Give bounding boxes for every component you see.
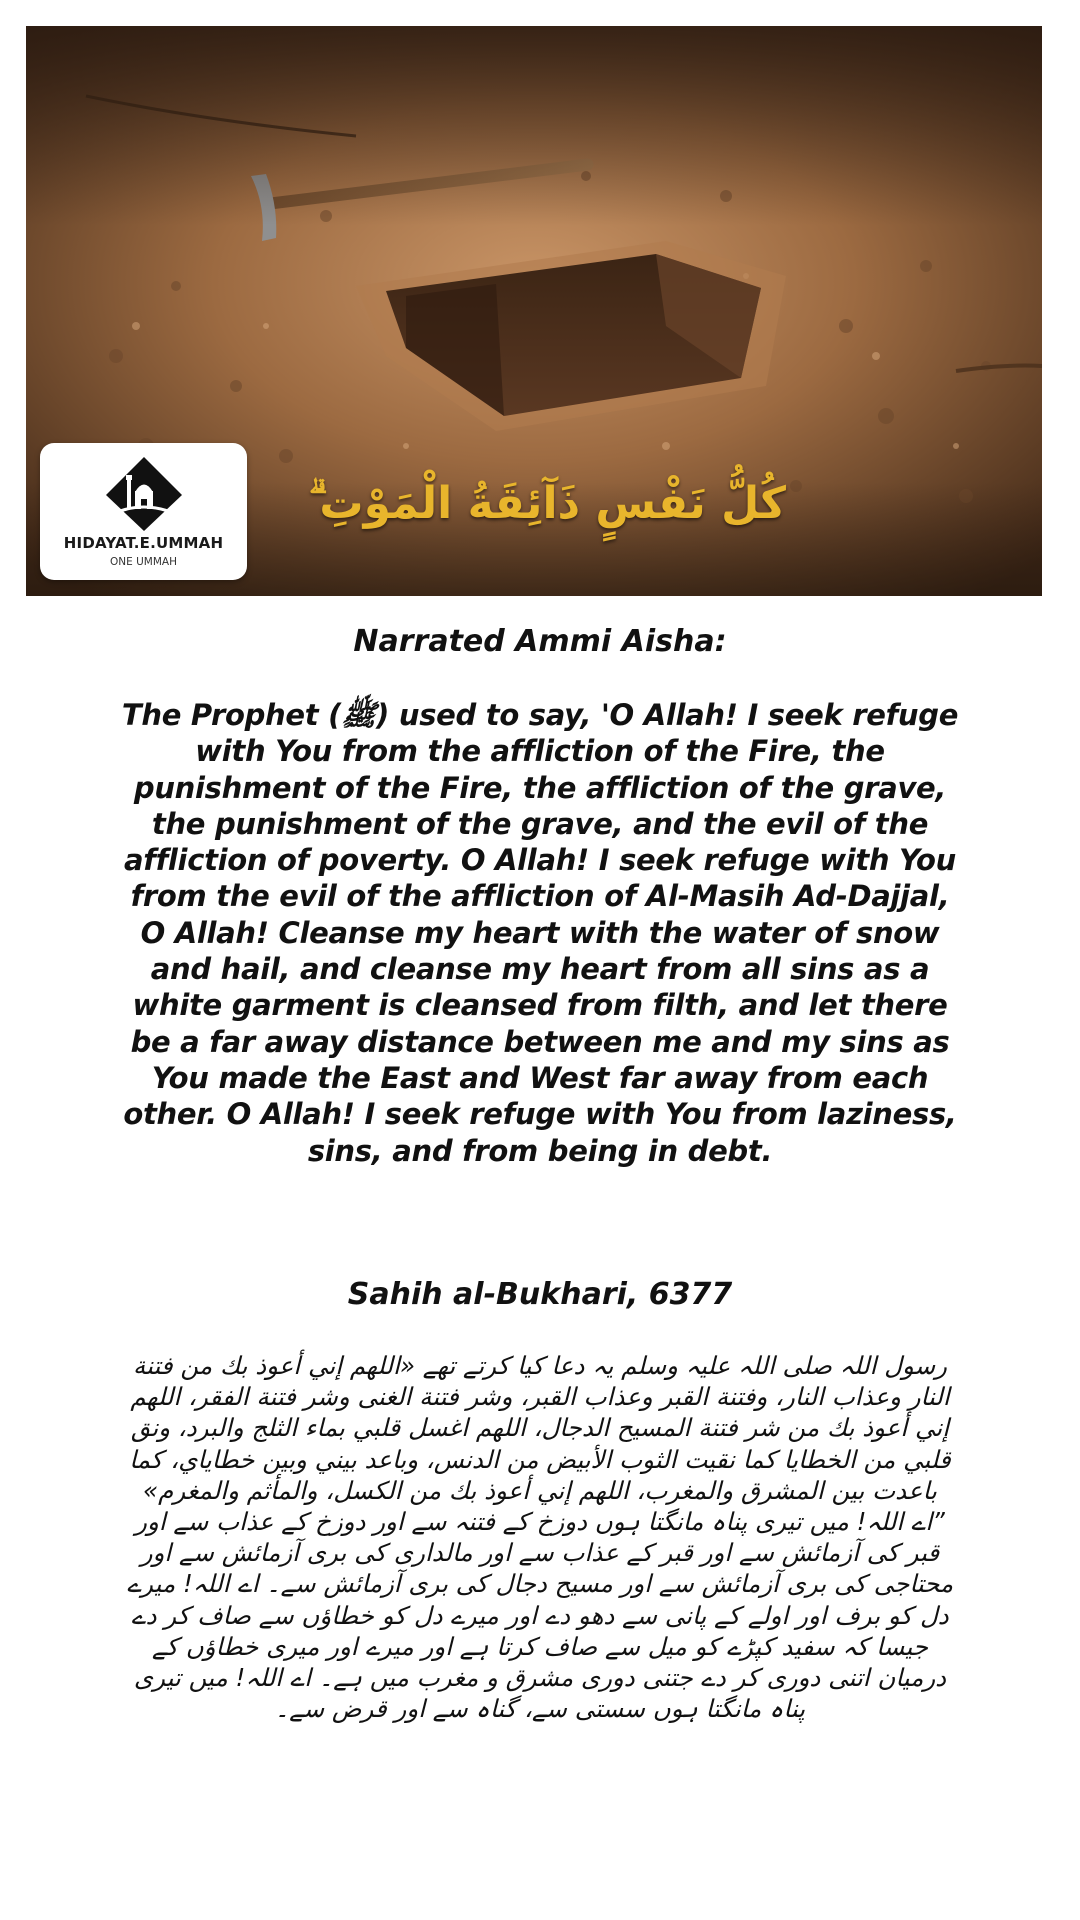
- mosque-diamond-icon: [104, 455, 184, 533]
- hadith-arabic-urdu-text: رسول اللہ صلی اللہ علیہ وسلم یہ دعا کیا کرتے تھے «اللهم إني أعوذ بك من فتنة النار وعذاب النار، وفتنة القبر وعذاب القبر، وشر فتنة الغنى وشر فتنة الفقر، اللهم إني أعوذ بك من شر فتنة المسيح الدجال، اللهم اغسل قلبي بماء الثلج والبرد، ونق قلبي من الخطايا كما نقيت الثوب الأبيض من الدنس، وباعد بيني وبين خطاياي، كما باعدت بين المشرق والمغرب، اللهم إني أعوذ بك من الكسل، والمأثم والمغرم» ”اے اللہ! میں تیری پناہ مانگتا ہوں دوزخ کے فتنہ سے اور دوزخ کے عذاب سے اور قبر کی آزمائش سے اور قبر کے عذاب سے اور مالداری کی بری آزمائش سے اور محتاجی کی بری آزمائش سے اور مسیح دجال کی بری آزمائش سے۔ اے اللہ! میرے دل کو برف اور اولے کے پانی سے دھو دے اور میرے دل کو خطاؤں سے صاف کر دے جیسا کہ سفید کپڑے کو میل سے صاف کرتا ہے اور میرے اور میری خطاؤں کے درمیان اتنی دوری کر دے جتنی دوری مشرق و مغرب میں ہے۔ اے اللہ! میں تیری پناہ مانگتا ہوں سستی سے، گناہ سے اور قرض سے۔: [126, 1351, 954, 1724]
- quran-verse-caption: كُلُّ نَفْسٍ ذَآئِقَةُ الْمَوْتِ ۗ: [308, 478, 786, 529]
- brand-tagline: ONE UMMAH: [110, 556, 177, 568]
- brand-name: HIDAYAT.E.UMMAH: [63, 534, 224, 552]
- hadith-reference: Sahih al-Bukhari, 6377: [347, 1277, 733, 1312]
- brand-logo-card: [40, 443, 247, 580]
- narrator-heading: Narrated Ammi Aisha:: [353, 624, 727, 659]
- hero-image: [26, 26, 1042, 596]
- hadith-english-text: The Prophet (ﷺ) used to say, 'O Allah! I seek refuge with You from the affliction of the Fire, the punishment of the Fire, the affliction of the grave, the punishment of the grave, and the evil of the affliction of poverty. O Allah! I seek refuge with You from the evil of the affliction of Al-Masih Ad-Dajjal, O Allah! Cleanse my heart with the water of snow and hail, and cleanse my heart from all sins as a white garment is cleansed from filth, and let there be a far away distance between me and my sins as You made the East and West far away from each other. O Allah! I seek refuge with You from laziness, sins, and from being in debt.: [121, 698, 959, 1168]
